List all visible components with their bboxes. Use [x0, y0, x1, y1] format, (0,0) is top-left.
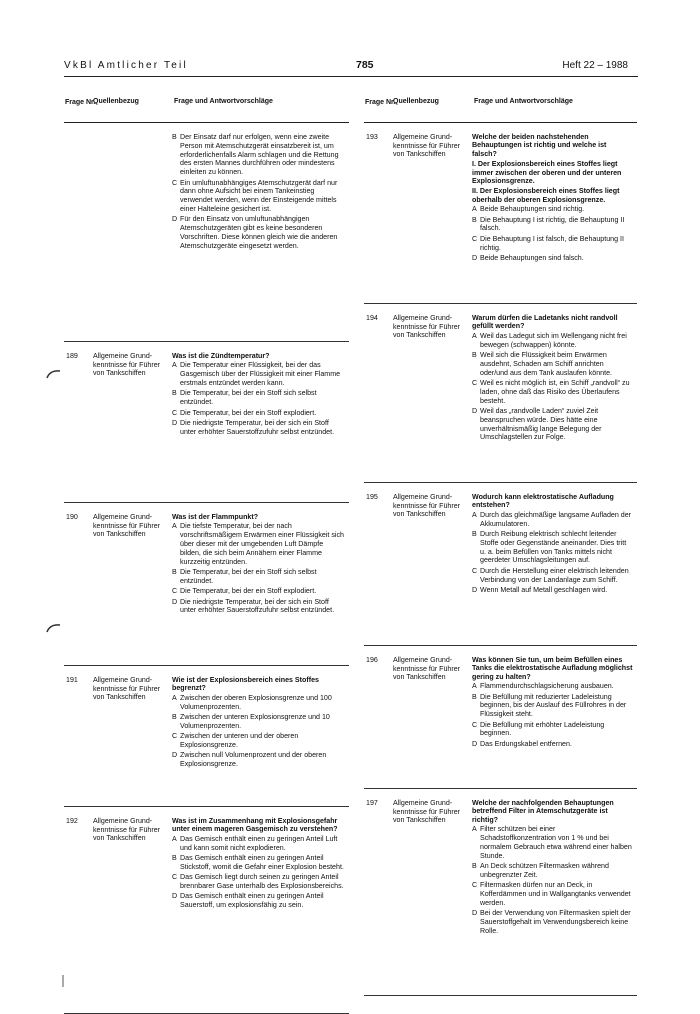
answer-option	[172, 713, 345, 731]
option-key: B	[472, 215, 477, 224]
option-text: Filter schützen bei einer Schadstoffkonzentration von 1 % und bei normalem Gebrauch etwa während einer halben Stunde.	[480, 825, 632, 860]
option-text: Das Gemisch liegt durch seinen zu geringen Anteil brennbarer Gase unterhalb des Explosionsbereichs.	[180, 873, 344, 890]
option-key: A	[472, 825, 477, 834]
head-answers: Frage und Antwortvorschläge	[174, 98, 273, 105]
option-text: Weil das Ladegut sich im Wellengang nicht frei bewegen (schwappen) könnte.	[480, 331, 627, 349]
option-text: Flammendurchschlagsicherung ausbauen.	[480, 682, 614, 691]
question-source: Allgemeine Grund-kenntnisse für Führer von Tankschiffen	[393, 133, 461, 159]
statement: I. Der Explosionsbereich eines Stoffes liegt immer zwischen der oberen und der unteren Explosionsgrenze.	[472, 160, 622, 186]
answer-option	[472, 825, 633, 860]
answer-option	[472, 693, 633, 719]
head-number: Frage Nr.	[65, 99, 96, 106]
option-key: C	[172, 587, 178, 596]
question-list	[64, 133, 349, 1014]
option-key: D	[172, 215, 178, 224]
journal-title: VkBl Amtlicher Teil	[64, 60, 188, 71]
question-row	[364, 799, 637, 996]
answer-option	[472, 407, 633, 442]
option-text: Die Temperatur, bei der ein Stoff sich selbst entzündet.	[180, 389, 317, 407]
option-key: A	[172, 361, 177, 370]
option-key: A	[172, 522, 177, 531]
option-text: Die Behauptung I ist richtig, die Behauptung II falsch.	[480, 215, 625, 233]
answer-option	[172, 409, 345, 418]
answer-option	[472, 254, 633, 263]
question-body	[472, 493, 633, 596]
question-source: Allgemeine Grund-kenntnisse für Führer von Tankschiffen	[93, 352, 161, 378]
statement: II. Der Explosionsbereich eines Stoffes liegt oberhalb der oberen Explosionsgrenze.	[472, 187, 620, 204]
option-key: A	[172, 693, 177, 702]
option-text: Durch Reibung elektrisch schlecht leitender Stoffe oder Gegenstände aneinander. Dies tritt u. a. beim Befüllen von Tanks mittels nicht geerdeter Umschlagsleitungen auf.	[480, 530, 627, 565]
option-text: Beide Behauptungen sind falsch.	[480, 254, 584, 263]
question-row	[64, 817, 349, 1014]
option-text: Das Gemisch enthält einen zu geringen Anteil Sauerstoff, um explosionsfähig zu sein.	[180, 892, 324, 910]
option-key: B	[172, 567, 177, 576]
margin-mark	[46, 368, 62, 380]
option-key: D	[472, 254, 478, 263]
answer-option	[472, 909, 633, 935]
option-key: B	[472, 692, 477, 701]
option-text: Weil das „randvolle Laden“ zuviel Zeit beanspruchen würde. Dies hätte eine unverhältnismäßig lange Belegung der Umschlagstellen zur Folge.	[480, 406, 602, 442]
answer-option	[172, 892, 345, 910]
option-text: Zwischen null Volumenprozent und der oberen Explosionsgrenze.	[180, 751, 327, 769]
question-number: 195	[366, 493, 378, 501]
option-key: C	[472, 234, 478, 243]
answer-option	[472, 721, 633, 739]
option-key: B	[172, 713, 177, 721]
page-number: 785	[356, 59, 374, 71]
question-row	[64, 352, 349, 503]
answer-option	[472, 862, 633, 880]
question-title: Was ist im Zusammenhang mit Explosionsgefahr unter einem mageren Gasgemisch zu verstehen?	[172, 817, 338, 834]
question-source: Allgemeine Grund-kenntnisse für Führer von Tankschiffen	[393, 314, 461, 340]
option-text: Die Temperatur, bei der ein Stoff explodiert.	[180, 408, 317, 417]
option-text: Die Befüllung mit erhöhter Ladeleistung beginnen.	[480, 720, 605, 738]
question-body	[472, 656, 633, 750]
question-row	[64, 676, 349, 807]
question-body	[472, 799, 633, 937]
left-column	[64, 80, 349, 1014]
header-rule	[64, 76, 638, 77]
answer-option	[472, 881, 633, 907]
option-text: Die Temperatur, bei der ein Stoff sich selbst entzündet.	[180, 567, 317, 585]
question-number: 191	[66, 676, 78, 684]
option-key: D	[472, 406, 478, 415]
option-text: Das Gemisch enthält einen zu geringen Anteil Luft und kann somit nicht explodieren.	[180, 834, 338, 852]
option-key: B	[172, 854, 177, 862]
answer-option	[172, 587, 345, 596]
question-body	[472, 133, 633, 264]
question-title: Welche der nachfolgenden Behauptungen betreffend Filter in Atemschutzgeräte ist richtig?	[472, 799, 614, 824]
answer-option	[172, 179, 345, 214]
option-text: Die Temperatur einer Flüssigkeit, bei der das Gasgemisch über der Flüssigkeit mit einer Flamme erstmals entzündet werden kann.	[180, 361, 341, 387]
option-text: Das Erdungskabel entfernen.	[480, 739, 572, 748]
answer-option	[472, 216, 633, 234]
page-header	[64, 58, 638, 76]
answer-option	[472, 586, 633, 595]
question-source: Allgemeine Grund-kenntnisse für Führer von Tankschiffen	[93, 676, 161, 702]
option-text: An Deck schützen Filtermasken während unbegrenzter Zeit.	[480, 862, 609, 879]
answer-option	[172, 215, 345, 250]
issue-info: Heft 22 – 1988	[562, 60, 628, 71]
question-number: 196	[366, 656, 378, 664]
answer-option	[472, 332, 633, 350]
answer-option	[172, 835, 345, 853]
option-text: Ein umluftunabhängiges Atemschutzgerät darf nur dann ohne Aufsicht bei einem Tankeinstieg verwendet werden, wenn der Einsteigende mittels einer Halteleine gesichert ist.	[180, 178, 338, 213]
question-number: 190	[66, 513, 78, 521]
question-body	[172, 513, 345, 617]
question-number: 189	[66, 352, 78, 360]
option-key: C	[172, 732, 178, 741]
option-key: C	[172, 873, 178, 882]
option-key: B	[172, 133, 177, 141]
option-key: C	[472, 378, 478, 387]
option-key: D	[472, 739, 478, 748]
head-source: Quellenbezug	[393, 98, 439, 105]
question-source: Allgemeine Grund-kenntnisse für Führer von Tankschiffen	[393, 493, 461, 519]
option-text: Beide Behauptungen sind richtig.	[480, 205, 585, 214]
question-body	[172, 817, 345, 912]
option-text: Zwischen der oberen Explosionsgrenze und 100 Volumenprozenten.	[180, 693, 332, 711]
option-key: C	[172, 178, 178, 187]
option-text: Zwischen der unteren Explosionsgrenze und 10 Volumenprozenten.	[180, 713, 330, 730]
table-head	[64, 80, 349, 123]
question-title: Was können Sie tun, um beim Befüllen eines Tanks die elektrostatische Aufladung möglichst gering zu halten?	[472, 656, 633, 681]
option-key: B	[472, 862, 477, 870]
answer-option	[472, 511, 633, 529]
right-column	[364, 80, 637, 996]
option-text: Wenn Metall auf Metall geschlagen wird.	[480, 585, 608, 594]
option-text: Die Behauptung I ist falsch, die Behauptung II richtig.	[480, 234, 624, 252]
option-key: C	[172, 408, 178, 417]
question-row	[64, 513, 349, 666]
question-list	[364, 133, 637, 996]
answer-option	[472, 351, 633, 377]
option-key: A	[472, 682, 477, 691]
option-text: Filtermasken dürfen nur an Deck, in Kofferdämmen und in Wallgangtanks verwendet werden.	[480, 881, 631, 907]
option-key: B	[472, 530, 477, 538]
question-title: Was ist die Zündtemperatur?	[172, 352, 270, 360]
option-key: A	[172, 834, 177, 843]
option-text: Weil es nicht möglich ist, ein Schiff „randvoll“ zu laden, ohne daß das Risiko des Überlaufens besteht.	[480, 378, 630, 405]
answer-option	[472, 740, 633, 749]
option-key: D	[172, 892, 178, 901]
option-text: Die Befüllung mit reduzierter Ladeleistung beginnen, bis der Auslauf des Füllrohres in der Flüssigkeit steht.	[480, 692, 627, 719]
answer-option	[172, 732, 345, 750]
option-key: D	[472, 909, 478, 918]
head-number: Frage Nr.	[365, 99, 396, 106]
answer-option	[172, 873, 345, 891]
answer-option	[172, 522, 345, 566]
question-row	[64, 133, 349, 342]
answer-option	[472, 682, 633, 691]
answer-option	[172, 598, 345, 616]
question-body	[172, 676, 345, 771]
option-key: C	[472, 881, 478, 890]
head-answers: Frage und Antwortvorschläge	[474, 98, 573, 105]
option-text: Weil sich die Flüssigkeit beim Erwärmen ausdehnt, Schaden am Schiff anrichten oder/und aus dem Tank auslaufen könnte.	[480, 351, 612, 377]
question-title: Wodurch kann elektrostatische Aufladung entstehen?	[472, 493, 614, 510]
head-source: Quellenbezug	[93, 98, 139, 105]
option-key: A	[472, 331, 477, 340]
question-source: Allgemeine Grund-kenntnisse für Führer von Tankschiffen	[93, 513, 161, 539]
question-source: Allgemeine Grund-kenntnisse für Führer von Tankschiffen	[393, 799, 461, 825]
answer-option	[172, 361, 345, 387]
option-text: Durch die Herstellung einer elektrisch leitenden Verbindung von der Landanlage zum Schiff.	[480, 566, 629, 584]
option-text: Die niedrigste Temperatur, bei der sich ein Stoff unter erhöhter Sauerstoffzufuhr selbst entzündet.	[180, 597, 335, 615]
question-source: Allgemeine Grund-kenntnisse für Führer von Tankschiffen	[93, 817, 161, 843]
question-number: 194	[366, 314, 378, 322]
question-row	[364, 656, 637, 789]
answer-option	[472, 205, 633, 214]
option-text: Durch das gleichmäßige langsame Aufladen der Akkumulatoren.	[480, 510, 632, 528]
question-body	[472, 314, 633, 444]
answer-option	[172, 568, 345, 586]
option-key: C	[472, 720, 478, 729]
option-key: A	[472, 510, 477, 519]
option-key: A	[472, 205, 477, 214]
question-body	[172, 352, 345, 438]
option-key: D	[172, 418, 178, 427]
question-title: Welche der beiden nachstehenden Behauptungen ist richtig und welche ist falsch?	[472, 133, 607, 158]
option-text: Die niedrigste Temperatur, bei der sich ein Stoff unter erhöhter Sauerstoffzufuhr selbst entzündet.	[180, 418, 335, 436]
option-text: Für den Einsatz von umluftunabhängigen Atemschutzgeräten gibt es keine besonderen Vorschriften. Diese können gleich wie die anderen Atemschutzgeräte eingesetzt werden.	[180, 215, 338, 250]
question-row	[364, 133, 637, 304]
option-key: D	[472, 585, 478, 594]
scan-artifact	[62, 975, 64, 987]
answer-option	[172, 694, 345, 712]
question-body	[172, 133, 345, 252]
question-row	[364, 493, 637, 646]
answer-option	[472, 567, 633, 585]
question-number: 192	[66, 817, 78, 825]
answer-option	[172, 854, 345, 872]
option-key: C	[472, 566, 478, 575]
option-text: Der Einsatz darf nur erfolgen, wenn eine zweite Person mit Atemschutzgerät einsatzbereit ist, um erforderlichenfalls Alarm schlagen und die Rettung des ersten Mannes durchführen oder mindestens einleiten zu können.	[180, 133, 339, 177]
question-row	[364, 314, 637, 483]
question-number: 197	[366, 799, 378, 807]
table-head	[364, 80, 637, 123]
answer-option	[472, 379, 633, 405]
option-text: Das Gemisch enthält einen zu geringen Anteil Stickstoff, womit die Gefahr einer Explosion besteht.	[180, 854, 344, 871]
question-title: Warum dürfen die Ladetanks nicht randvoll gefüllt werden?	[472, 314, 618, 331]
option-key: D	[172, 751, 178, 760]
option-text: Die tiefste Temperatur, bei der nach vorschriftsmäßigem Erwärmen einer Flüssigkeit sich über dieser mit der umgebenden Luft Dämpfe bilden, die sich beim Annähern einer Flamme kurzzeitig entzünden.	[180, 522, 344, 566]
option-text: Die Temperatur, bei der ein Stoff explodiert.	[180, 587, 317, 596]
question-title: Wie ist der Explosionsbereich eines Stoffes begrenzt?	[172, 676, 319, 693]
option-key: B	[472, 351, 477, 359]
question-title: Was ist der Flammpunkt?	[172, 513, 259, 521]
option-text: Zwischen der unteren und der oberen Explosionsgrenze.	[180, 732, 299, 749]
question-source: Allgemeine Grund-kenntnisse für Führer von Tankschiffen	[393, 656, 461, 682]
question-number: 193	[366, 133, 378, 141]
option-key: D	[172, 597, 178, 606]
answer-option	[472, 235, 633, 253]
answer-option	[472, 530, 633, 565]
margin-mark	[46, 622, 62, 634]
option-text: Bei der Verwendung von Filtermasken spielt der Sauerstoffgehalt im Verwendungsbereich keine Rolle.	[480, 909, 631, 935]
answer-option	[172, 133, 345, 177]
answer-option	[172, 751, 345, 769]
option-key: B	[172, 389, 177, 398]
answer-option	[172, 419, 345, 437]
answer-option	[172, 389, 345, 407]
